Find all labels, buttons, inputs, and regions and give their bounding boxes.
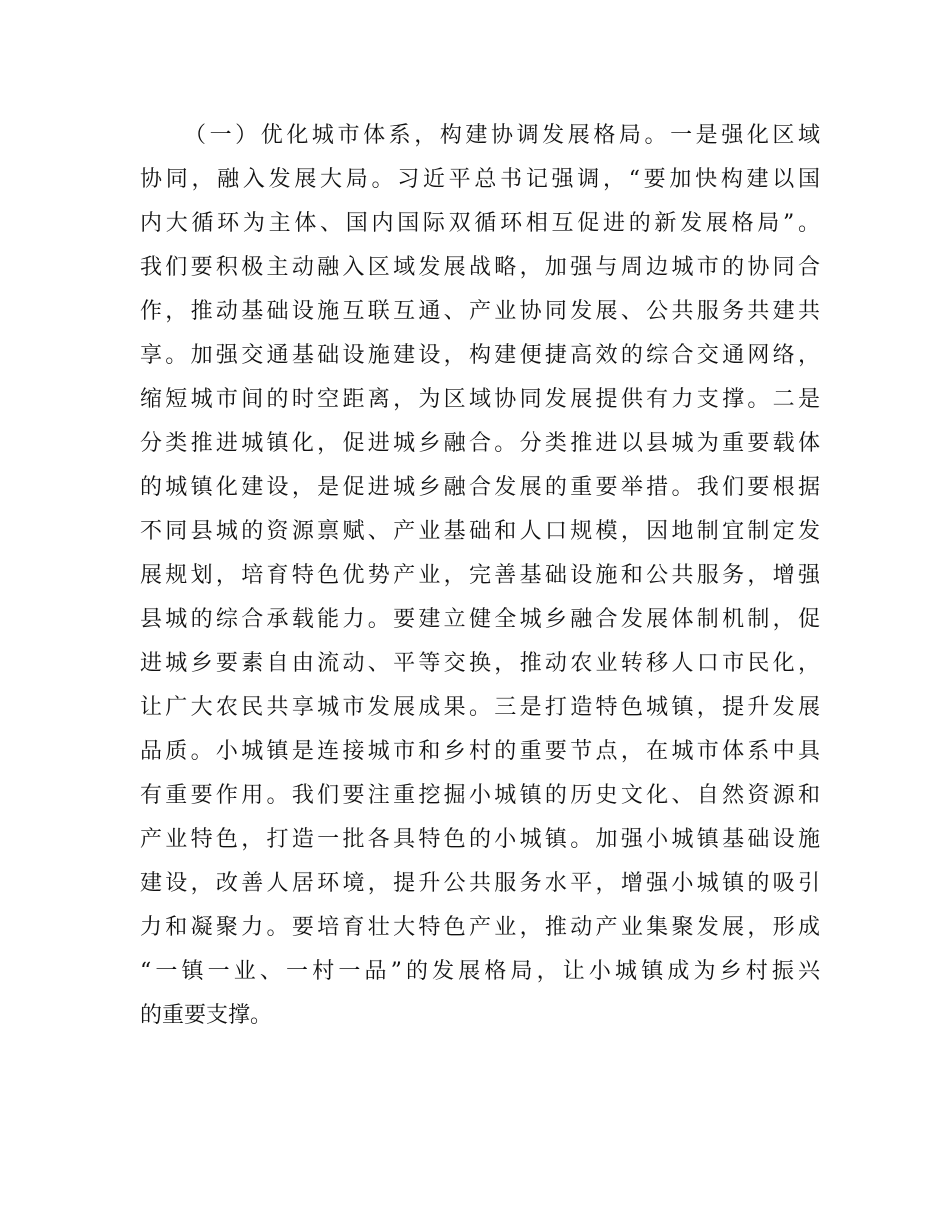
paragraph-line: 作，推动基础设施互联互通、产业协同发展、公共服务共建共 xyxy=(140,299,820,324)
paragraph-line: 我们要积极主动融入区域发展战略，加强与周边城市的协同合 xyxy=(140,255,820,280)
paragraph-line: 品质。小城镇是连接城市和乡村的重要节点，在城市体系中具 xyxy=(140,739,820,764)
paragraph-line: 分类推进城镇化，促进城乡融合。分类推进以县城为重要载体 xyxy=(140,431,820,456)
paragraph-line: （一）优化城市体系，构建协调发展格局。一是强化区域 xyxy=(184,123,820,148)
paragraph-line: 建设，改善人居环境，提升公共服务水平，增强小城镇的吸引 xyxy=(140,871,820,896)
paragraph-line: 进城乡要素自由流动、平等交换，推动农业转移人口市民化， xyxy=(140,651,820,676)
paragraph-line: 享。加强交通基础设施建设，构建便捷高效的综合交通网络， xyxy=(140,343,820,368)
paragraph-line: 力和凝聚力。要培育壮大特色产业，推动产业集聚发展，形成 xyxy=(140,915,820,940)
paragraph-line: 不同县城的资源禀赋、产业基础和人口规模，因地制宜制定发 xyxy=(140,519,820,544)
paragraph-line: 让广大农民共享城市发展成果。三是打造特色城镇，提升发展 xyxy=(140,695,820,720)
paragraph-line: 有重要作用。我们要注重挖掘小城镇的历史文化、自然资源和 xyxy=(140,783,820,808)
paragraph-line: 县城的综合承载能力。要建立健全城乡融合发展体制机制，促 xyxy=(140,607,820,632)
paragraph-line: 缩短城市间的时空距离，为区域协同发展提供有力支撑。二是 xyxy=(140,387,820,412)
paragraph-line: 的城镇化建设，是促进城乡融合发展的重要举措。我们要根据 xyxy=(140,475,820,500)
paragraph-line: 协同，融入发展大局。习近平总书记强调，“要加快构建以国 xyxy=(140,167,820,192)
paragraph-line: 的重要支撑。 xyxy=(140,1003,273,1028)
body-paragraph xyxy=(140,114,820,1038)
paragraph-line: 产业特色，打造一批各具特色的小城镇。加强小城镇基础设施 xyxy=(140,827,820,852)
paragraph-line: 展规划，培育特色优势产业，完善基础设施和公共服务，增强 xyxy=(140,563,820,588)
paragraph-line: “一镇一业、一村一品”的发展格局，让小城镇成为乡村振兴 xyxy=(140,959,820,984)
paragraph-line: 内大循环为主体、国内国际双循环相互促进的新发展格局”。 xyxy=(140,211,820,236)
